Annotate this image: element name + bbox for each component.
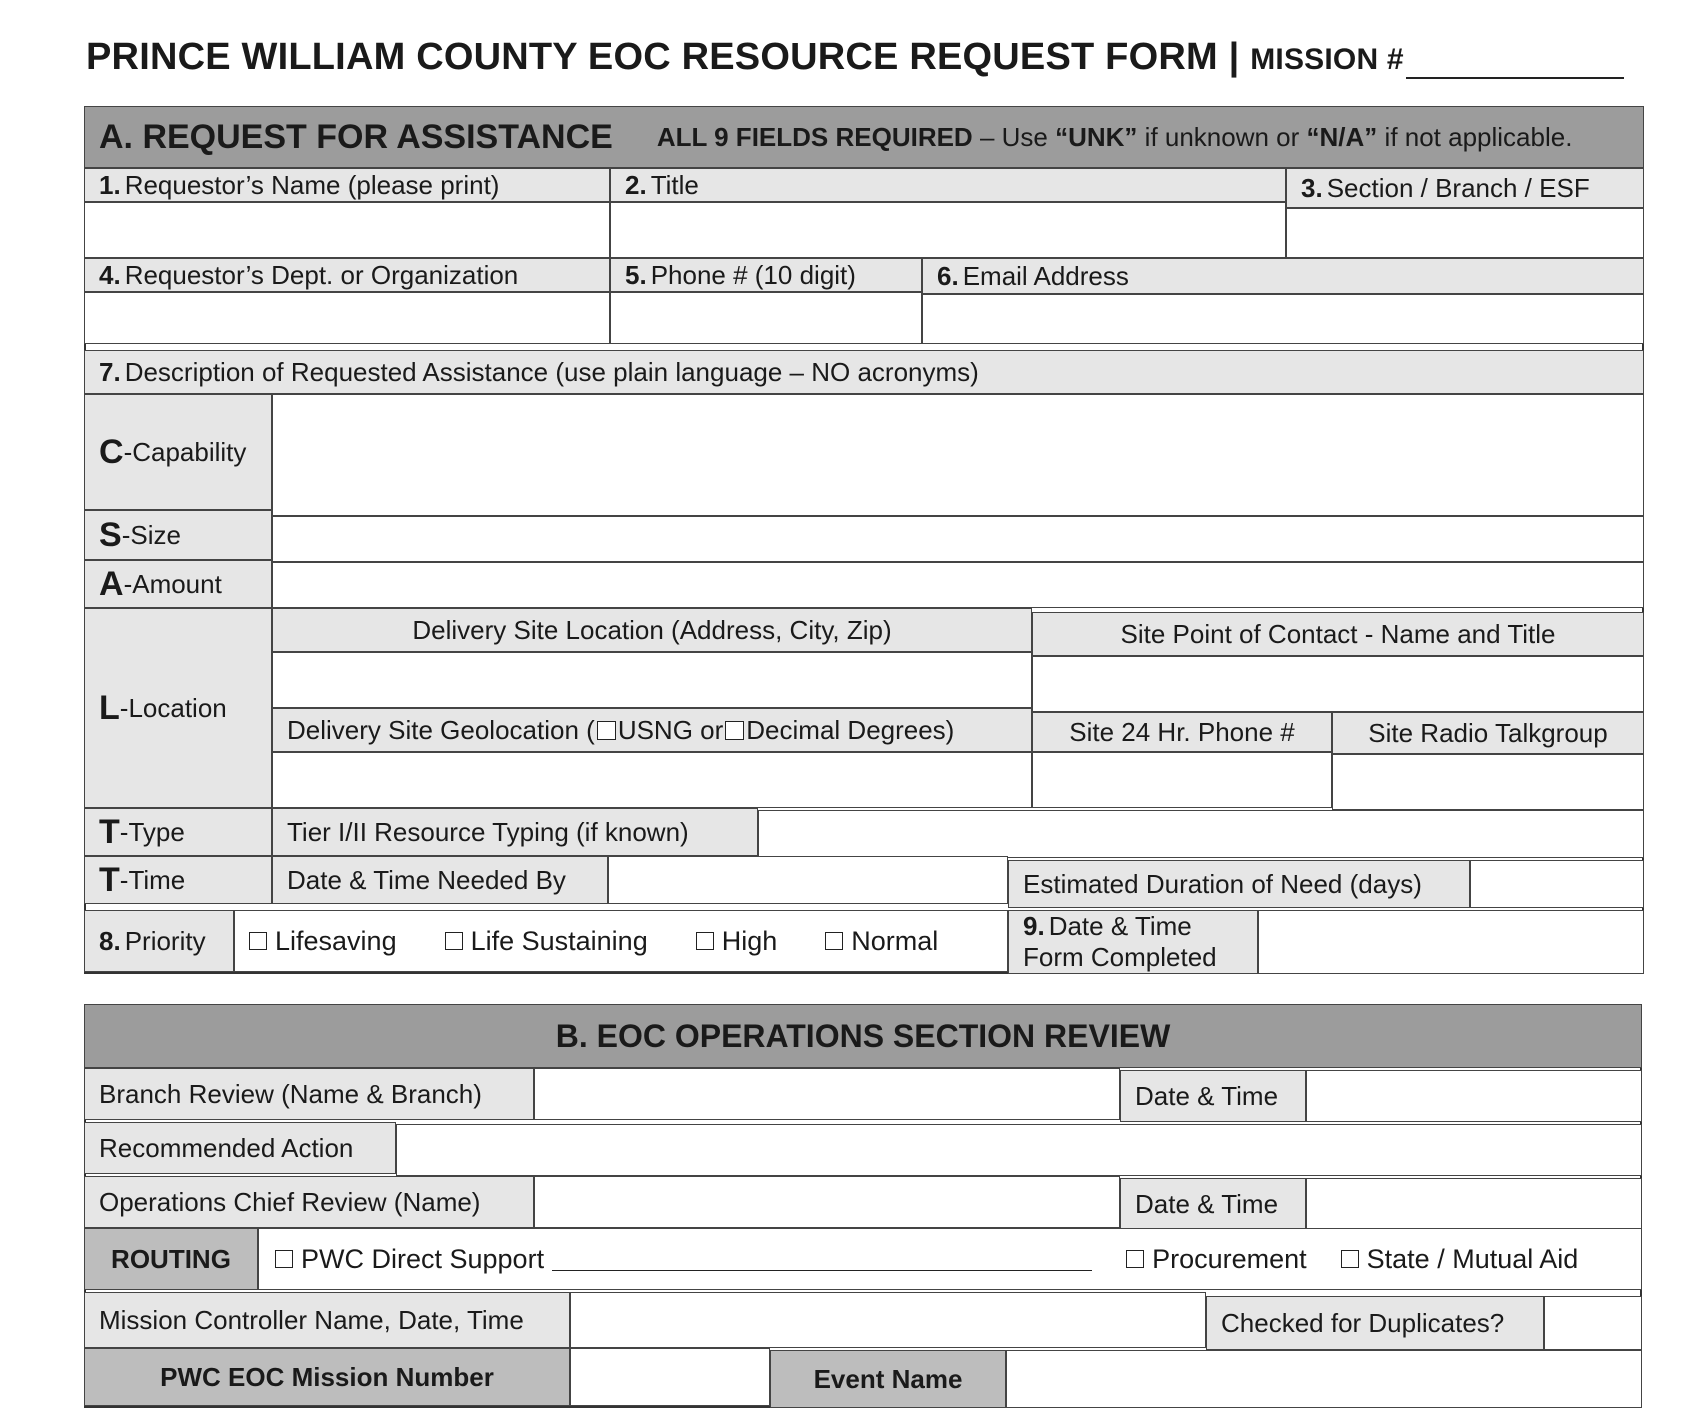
site-phone-label: Site 24 Hr. Phone # xyxy=(1032,712,1332,752)
ops-date-time-label: Date & Time xyxy=(1120,1178,1306,1230)
mission-number-label-b: PWC EOC Mission Number xyxy=(84,1348,570,1406)
event-name-input[interactable] xyxy=(1006,1350,1642,1408)
capability-label: C -Capability xyxy=(84,394,272,510)
decimal-degrees-checkbox[interactable] xyxy=(725,721,744,740)
high-checkbox[interactable] xyxy=(696,932,714,950)
life-sustaining-checkbox[interactable] xyxy=(445,932,463,950)
branch-date-time-label: Date & Time xyxy=(1120,1070,1306,1122)
field-5-label: 5. Phone # (10 digit) xyxy=(610,258,922,292)
mission-number-field[interactable] xyxy=(1406,47,1624,79)
mission-controller-label: Mission Controller Name, Date, Time xyxy=(84,1292,570,1348)
geolocation-input[interactable] xyxy=(272,752,1032,808)
form-title xyxy=(86,36,1624,79)
mission-number-label: MISSION # xyxy=(1250,43,1404,76)
mission-number-input[interactable] xyxy=(570,1348,770,1406)
field-7-label: 7. Description of Requested Assistance (use plain language – NO acronyms) xyxy=(84,350,1644,394)
dept-organization-input[interactable] xyxy=(84,292,610,344)
phone-input[interactable] xyxy=(610,292,922,344)
site-poc-label: Site Point of Contact - Name and Title xyxy=(1032,612,1644,656)
routing-options xyxy=(258,1228,1642,1290)
priority-life-sustaining[interactable]: Life Sustaining xyxy=(445,926,648,957)
type-label: T -Type xyxy=(84,808,272,856)
procurement-checkbox[interactable] xyxy=(1126,1250,1144,1268)
checked-duplicates-label: Checked for Duplicates? xyxy=(1206,1296,1544,1350)
lifesaving-checkbox[interactable] xyxy=(249,932,267,950)
field-6-label: 6. Email Address xyxy=(922,258,1644,294)
event-name-label: Event Name xyxy=(770,1350,1006,1408)
delivery-site-label: Delivery Site Location (Address, City, Zip) xyxy=(272,608,1032,652)
site-radio-input[interactable] xyxy=(1332,754,1644,810)
ops-chief-label: Operations Chief Review (Name) xyxy=(84,1176,534,1228)
requestor-name-input[interactable] xyxy=(84,202,610,258)
section-b-header: B. EOC OPERATIONS SECTION REVIEW xyxy=(84,1004,1642,1068)
mission-controller-input[interactable] xyxy=(570,1292,1206,1348)
size-input[interactable] xyxy=(272,516,1644,562)
form-title-main: PRINCE WILLIAM COUNTY EOC RESOURCE REQUEST FORM xyxy=(86,36,1218,78)
duration-label: Estimated Duration of Need (days) xyxy=(1008,860,1470,908)
site-poc-input[interactable] xyxy=(1032,656,1644,712)
state-mutual-aid-checkbox[interactable] xyxy=(1341,1250,1359,1268)
priority-lifesaving[interactable]: Lifesaving xyxy=(249,926,397,957)
section-a-title: A. REQUEST FOR ASSISTANCE xyxy=(99,117,613,156)
field-1-label: 1. Requestor’s Name (please print) xyxy=(84,168,610,202)
checked-duplicates-input[interactable] xyxy=(1544,1296,1642,1350)
route-procurement[interactable]: Procurement xyxy=(1126,1244,1307,1275)
size-label: S -Size xyxy=(84,510,272,560)
tier-typing-label: Tier I/II Resource Typing (if known) xyxy=(272,808,758,856)
duration-input[interactable] xyxy=(1470,860,1644,908)
site-radio-label: Site Radio Talkgroup xyxy=(1332,712,1644,754)
field-2-label: 2. Title xyxy=(610,168,1286,202)
ops-date-time-input[interactable] xyxy=(1306,1178,1642,1230)
section-branch-esf-input[interactable] xyxy=(1286,208,1644,258)
form-completed-label: 9. Date & Time Form Completed xyxy=(1008,910,1258,974)
priority-high[interactable]: High xyxy=(696,926,778,957)
field-4-label: 4. Requestor’s Dept. or Organization xyxy=(84,258,610,292)
title-separator: | xyxy=(1228,36,1240,78)
form-completed-input[interactable] xyxy=(1258,910,1644,974)
direct-support-blank[interactable] xyxy=(552,1248,1092,1271)
section-a-header xyxy=(84,106,1644,168)
ops-chief-input[interactable] xyxy=(534,1176,1120,1228)
route-state-mutual-aid[interactable]: State / Mutual Aid xyxy=(1341,1244,1579,1275)
recommended-action-label: Recommended Action xyxy=(84,1122,396,1174)
field-3-label: 3. Section / Branch / ESF xyxy=(1286,168,1644,208)
tier-typing-input[interactable] xyxy=(758,810,1644,858)
email-input[interactable] xyxy=(922,294,1644,344)
usng-checkbox[interactable] xyxy=(597,721,616,740)
geolocation-label: Delivery Site Geolocation ( USNG or Decimal Degrees) xyxy=(272,708,1032,752)
priority-normal[interactable]: Normal xyxy=(825,926,938,957)
capability-input[interactable] xyxy=(272,394,1644,516)
title-input[interactable] xyxy=(610,202,1286,258)
section-a-note: ALL 9 FIELDS REQUIRED – Use “UNK” if unknown or “N/A” if not applicable. xyxy=(656,121,1573,152)
site-phone-input[interactable] xyxy=(1032,752,1332,808)
branch-date-time-input[interactable] xyxy=(1306,1070,1642,1122)
direct-support-checkbox[interactable] xyxy=(275,1250,293,1268)
amount-label: A -Amount xyxy=(84,560,272,608)
routing-label: ROUTING xyxy=(84,1228,258,1290)
normal-checkbox[interactable] xyxy=(825,932,843,950)
route-direct-support[interactable]: PWC Direct Support xyxy=(275,1244,544,1275)
location-label: L -Location xyxy=(84,608,272,808)
branch-review-input[interactable] xyxy=(534,1068,1120,1120)
priority-label: 8. Priority xyxy=(84,910,234,972)
date-needed-label: Date & Time Needed By xyxy=(272,856,608,904)
date-needed-input[interactable] xyxy=(608,856,1008,904)
time-label: T -Time xyxy=(84,856,272,904)
delivery-site-input[interactable] xyxy=(272,652,1032,708)
branch-review-label: Branch Review (Name & Branch) xyxy=(84,1068,534,1120)
amount-input[interactable] xyxy=(272,562,1644,608)
recommended-action-input[interactable] xyxy=(396,1124,1642,1176)
priority-options xyxy=(234,910,1008,972)
